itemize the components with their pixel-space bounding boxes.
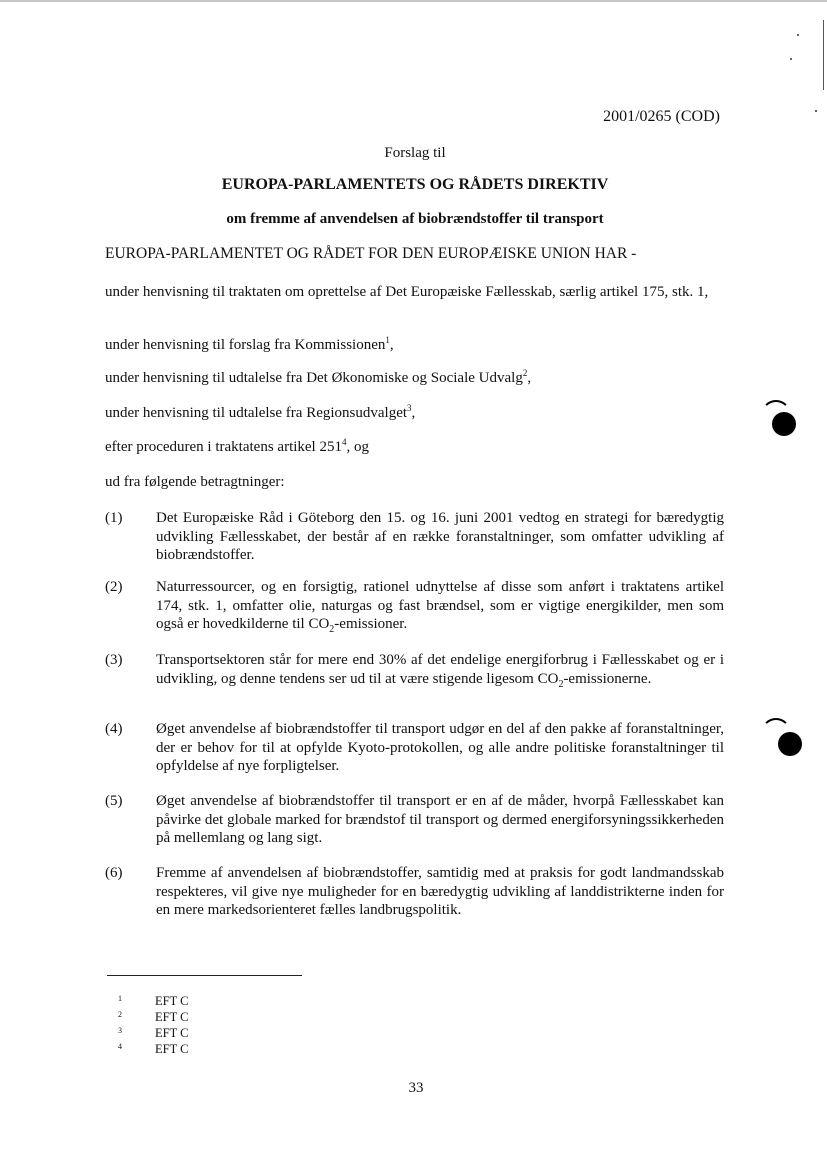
recital-text: Naturressourcer, og en forsigtig, rationel udnyttelse af disse som anført i traktatens artikel 174, stk. 1, omfatter olie, naturgas og fast brændsel, som er vigtige energikilder, men som også er hovedkilderne til $CO_2$-emissioner. — [156, 579, 724, 635]
recitals-intro: ud fra følgende betragtninger: — [105, 474, 285, 490]
document-reference: 2001/0265 (COD) — [603, 108, 720, 125]
document-title: EUROPA-PARLAMENTETS OG RÅDETS DIREKTIV — [221, 176, 609, 193]
preamble-intro: EUROPA-PARLAMENTET OG RÅDET FOR DEN EUROPÆISKE UNION HAR - — [105, 245, 637, 262]
footnote-ref: 3 — [407, 403, 412, 413]
footnote-mark: 3 — [118, 1026, 122, 1035]
citation-procedure: efter proceduren i traktatens artikel $251^4$, og — [105, 437, 369, 455]
proposal-label: Forslag til — [384, 145, 446, 161]
punch-hole — [772, 412, 796, 436]
recital-number: (1) — [105, 510, 123, 526]
scan-speck — [797, 34, 799, 36]
footnote-mark: 4 — [118, 1042, 122, 1051]
footnote-ref: 4 — [341, 437, 347, 447]
recital-text: Transportsektoren står for mere end 30% af det endelige energiforbrug i Fællesskabet og er i udvikling, og denne tendens ser ud til at være stigende ligesom $CO_2$-emissionerne. — [156, 652, 724, 690]
citation-commission: under henvisning til forslag fra Kommissionen$^1$, — [105, 335, 394, 353]
recital-number: (2) — [105, 579, 123, 595]
recital-text: Øget anvendelse af biobrændstoffer til transport udgør en del af den pakke af foranstaltninger, der er behov for til at opfylde Kyoto-protokollen, og alle andre politiske foranstaltninger til opfyldelse af nye forpligtelser. — [156, 721, 724, 774]
recital-text: Øget anvendelse af biobrændstoffer til transport er en af de måder, hvorpå Fællesskabet kan påvirke det globale marked for brændstof til transport og dermed energiforsyningssikkerheden på mellemlang og lang sigt. — [156, 793, 724, 846]
footnote-ref: 1 — [385, 335, 390, 345]
document-subtitle: om fremme af anvendelsen af biobrændstoffer til transport — [226, 211, 604, 227]
recital-number: (5) — [105, 793, 123, 809]
recital-text: Fremme af anvendelsen af biobrændstoffer, samtidig med at praksis for godt landmandsskab respekteres, vil give nye muligheder for en bæredygtig udvikling af landdistrikterne inden for en mere markedsorienteret fælles landbrugspolitik. — [156, 865, 724, 918]
scan-speck — [790, 58, 792, 60]
recital-number: (4) — [105, 721, 123, 737]
citation-regions: under henvisning til udtalelse fra Regionsudvalget$^3$, — [105, 403, 416, 421]
scan-speck — [815, 110, 817, 112]
scan-right-edge — [823, 20, 824, 90]
footnote-text: EFT C — [155, 1026, 189, 1040]
footnote-text: EFT C — [155, 1042, 189, 1056]
footnote-text: EFT C — [155, 994, 189, 1008]
recital-text: Det Europæiske Råd i Göteborg den 15. og 16. juni 2001 vedtog en strategi for bæredygtig udvikling Fællesskabet, der består af en række foranstaltninger, som omfatter udvikling af biobrændstoffer. — [156, 510, 724, 563]
punch-hole — [778, 732, 802, 756]
page-number: 33 — [408, 1080, 424, 1096]
scan-top-edge — [0, 0, 827, 2]
footnote-mark: 2 — [118, 1010, 122, 1019]
citation-esc: under henvisning til udtalelse fra Det Økonomiske og Sociale Udvalg$^2$, — [105, 368, 532, 386]
citation-treaty: under henvisning til traktaten om oprettelse af Det Europæiske Fællesskab, særlig artikel 175, stk. 1, — [105, 284, 709, 300]
recital-number: (3) — [105, 652, 123, 668]
recital-number: (6) — [105, 865, 123, 881]
footnote-text: EFT C — [155, 1010, 189, 1024]
footnote-ref: 2 — [522, 368, 528, 378]
footnote-separator — [107, 975, 302, 976]
footnote-mark: 1 — [118, 994, 122, 1003]
